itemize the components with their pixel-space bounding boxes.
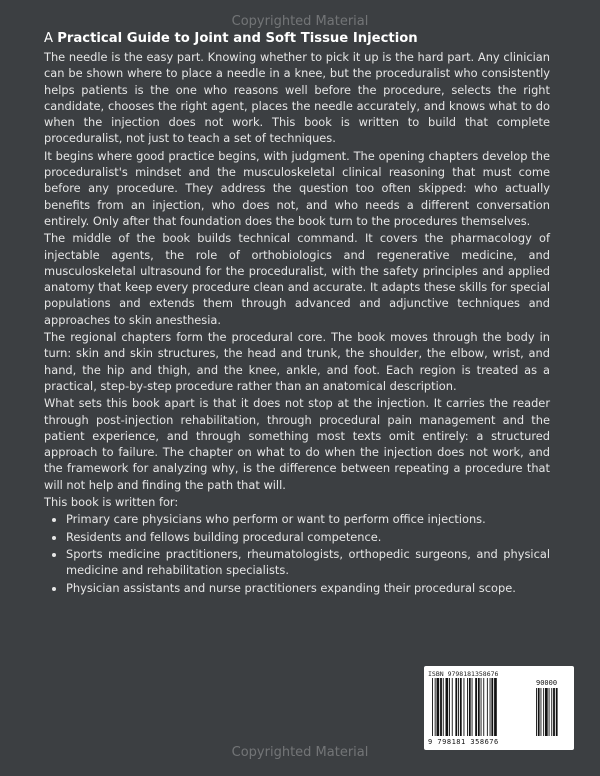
audience-intro: This book is written for: bbox=[44, 495, 179, 510]
book-title bbox=[44, 30, 550, 47]
paragraph-5: What sets this book apart is that it does not stop at the injection. It carries the reader through post-injection rehabilitation, through procedural pain management and the patient experience, and through something most texts omit entirely: a structured approach to failure. The chapter on what to do when the injection does not work, and the framework for analyzing why, is the difference between repeating a procedure that will not help and finding the path that will. bbox=[44, 396, 550, 492]
audience-list bbox=[44, 511, 550, 595]
paragraph-1: The needle is the easy part. Knowing whether to pick it up is the hard part. Any clinician can be shown where to place a needle in a knee, but the proceduralist who consistently helps patients is the one who reasons well before the procedure, selects the right candidate, chooses the right agent, places the needle accurately, and knows what to do when the injection does not work. This book is written to build that complete proceduralist, not just to teach a set of techniques. bbox=[44, 50, 550, 146]
paragraph-2: It begins where good practice begins, with judgment. The opening chapters develop the proceduralist's mindset and the musculoskeletal clinical reasoning that must come before any procedure. They address the question too often skipped: who actually benefits from an injection, who does not, and who needs a different conversation entirely. Only after that foundation does the book turn to the procedures themselves. bbox=[44, 148, 550, 228]
title-prefix: A bbox=[44, 31, 58, 46]
watermark-bottom: Copyrighted Material bbox=[231, 745, 369, 760]
audience-item-3: • Sports medicine practitioners, rheumatologists, orthopedic surgeons, and physical medicine and rehabilitation specialists. bbox=[66, 546, 550, 579]
audience-item-4: • Physician assistants and nurse practitioners expanding their procedural scope. bbox=[66, 580, 550, 596]
back-cover-text bbox=[44, 30, 550, 597]
watermark-top: Copyrighted Material bbox=[231, 14, 369, 29]
audience-item-1: • Primary care physicians who perform or want to perform office injections. bbox=[66, 511, 550, 527]
isbn-label: ISBN 9798181358676 bbox=[428, 670, 499, 678]
paragraph-4: The regional chapters form the procedural core. The book moves through the body in turn: skin and skin structures, the head and trunk, the shoulder, the elbow, wrist, and hand, the hip and thigh, and the knee, ankle, and foot. Each region is treated as a practical, step-by-step procedure rather than an anatomical description. bbox=[44, 330, 550, 393]
isbn-barcode bbox=[424, 666, 574, 750]
price-code: 90000 bbox=[536, 679, 558, 687]
title-main: Practical Guide to Joint and Soft Tissue Injection bbox=[57, 31, 418, 46]
audience-item-2: • Residents and fellows building procedural competence. bbox=[66, 529, 550, 545]
paragraph-3: The middle of the book builds technical command. It covers the pharmacology of injectable agents, the role of orthobiologics and regenerative medicine, and musculoskeletal ultrasound for the proceduralist, with the safety principles and applied anatomy that keep every procedure clean and accurate. It adapts these skills for special populations and extends them through advanced and adjunctive techniques and approaches to skin anesthesia. bbox=[44, 231, 550, 327]
barcode-digits: 9 798181 358676 bbox=[428, 738, 499, 746]
